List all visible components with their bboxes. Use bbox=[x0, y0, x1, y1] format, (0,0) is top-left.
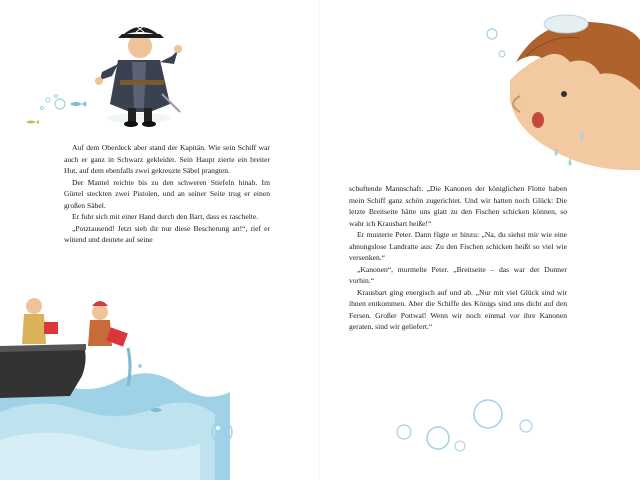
pirate-captain-illustration bbox=[95, 26, 182, 127]
bubbles-left-top bbox=[41, 95, 66, 110]
boy-head-illustration bbox=[510, 15, 640, 170]
right-page-text bbox=[349, 183, 567, 333]
bubbles-right-bottom bbox=[397, 400, 532, 451]
paragraph: „Potztausend! Jetzt sieh dir nur diese Bescherung an!“, rief er wütend und deutete auf seine bbox=[64, 223, 270, 244]
paragraph: „Kanonen“, murmelte Peter. „Breitseite – das war der Donner vorhin.“ bbox=[349, 264, 567, 285]
fish-icon bbox=[70, 101, 86, 107]
paragraph: schuftende Mannschaft. „Die Kanonen der königlichen Flotte haben mein Schiff ganz schön zugerichtet. Und wir hatten noch Glück: Die letzte Breitseite hätte uns glatt zu den Fischen schicken können, so wahr ich Krausbart heiße!“ bbox=[349, 184, 567, 228]
bubbles-right-top bbox=[487, 29, 505, 57]
fish-icon bbox=[26, 120, 39, 124]
paragraph: Der Mantel reichte bis zu den schweren Stiefeln hinab. Im Gürtel steckten zwei Pistolen, und an seiner Seite trug er einen großen Säbel. bbox=[64, 177, 270, 210]
ship-and-waves-illustration bbox=[0, 298, 230, 480]
paragraph: Krausbart ging energisch auf und ab. „Nur mit viel Glück sind wir ihnen entkommen. Aber die Schiffe des Königs sind uns dicht auf den Fersen. Großer Pottwal! Wenn wir noch einmal vor ihre Kanonen geraten, sind wir geliefert.“ bbox=[349, 287, 567, 331]
paragraph: Er fuhr sich mit einer Hand durch den Bart, dass es raschelte. bbox=[72, 212, 259, 221]
left-page-text bbox=[64, 142, 270, 246]
right-page bbox=[320, 0, 640, 480]
paragraph: Er musterte Peter. Dann fügte er hinzu: „Na, du siehst mir wie eine ahnungslose Landratte aus: Zu den Fischen schicken heißt so viel wie versenken.“ bbox=[349, 230, 567, 262]
paragraph: Auf dem Oberdeck aber stand der Kapitän. Wie sein Schiff war auch er ganz in Schwarz gekleidet. Sein Haupt zierte ein breiter Hut, auf dem ebenfalls zwei gekreuzte Säbel prangten. bbox=[64, 143, 270, 175]
